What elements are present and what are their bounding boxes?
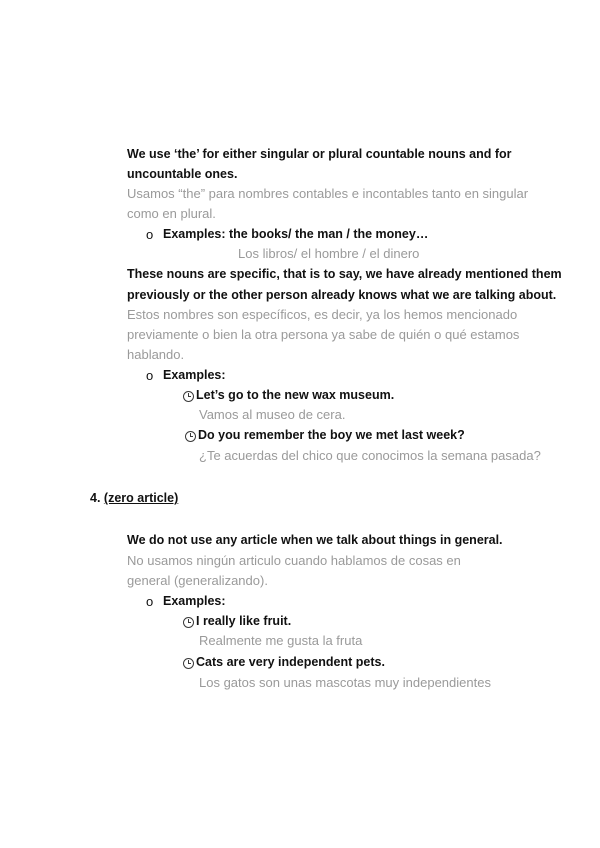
zero-example-2-en: Cats are very independent pets. [196,655,385,669]
intro-es-line-2: como en plural. [127,206,216,221]
examples-es: Los libros/ el hombre / el dinero [238,246,420,261]
example-2-en: Do you remember the boy we met last week? [198,428,465,442]
section-heading [90,490,178,506]
specific-es-line-2: previamente o bien la otra persona ya sabe de quién o qué estamos [127,327,520,342]
examples-label: Examples: [163,368,226,382]
intro-en-line-2: uncountable ones. [127,167,238,181]
zero-example-1-en: I really like fruit. [196,614,292,628]
zero-example-2-es: Los gatos son unas mascotas muy independientes [199,675,491,690]
intro-en-line-1: We use ‘the’ for either singular or plural countable nouns and for [127,147,512,161]
bullet-marker: o [146,227,154,242]
zero-intro-es-line-1: No usamos ningún articulo cuando hablamos de cosas en [127,553,461,568]
clock-icon [183,658,194,669]
specific-es-line-1: Estos nombres son específicos, es decir, ya los hemos mencionado [127,307,518,322]
clock-icon [183,391,194,402]
example-1-en: Let’s go to the new wax museum. [196,388,395,402]
section-number: 4. [90,491,101,505]
section-title: (zero article) [103,491,179,505]
specific-en-line-1: These nouns are specific, that is to say, we have already mentioned them [127,267,562,281]
zero-intro-es-line-2: general (generalizando). [127,573,268,588]
zero-example-1-es: Realmente me gusta la fruta [199,633,363,648]
zero-intro-en: We do not use any article when we talk about things in general. [127,533,503,547]
specific-en-line-2: previously or the other person already knows what we are talking about. [127,288,557,302]
bullet-marker: o [146,594,154,609]
intro-es-line-1: Usamos “the” para nombres contables e incontables tanto en singular [127,186,529,201]
zero-examples-label: Examples: [163,594,226,608]
clock-icon [185,431,196,442]
bullet-marker: o [146,368,154,383]
examples-en: Examples: the books/ the man / the money… [163,227,429,241]
example-2-es: ¿Te acuerdas del chico que conocimos la semana pasada? [199,448,541,463]
example-1-es: Vamos al museo de cera. [199,407,346,422]
specific-es-line-3: hablando. [127,347,185,362]
clock-icon [183,617,194,628]
